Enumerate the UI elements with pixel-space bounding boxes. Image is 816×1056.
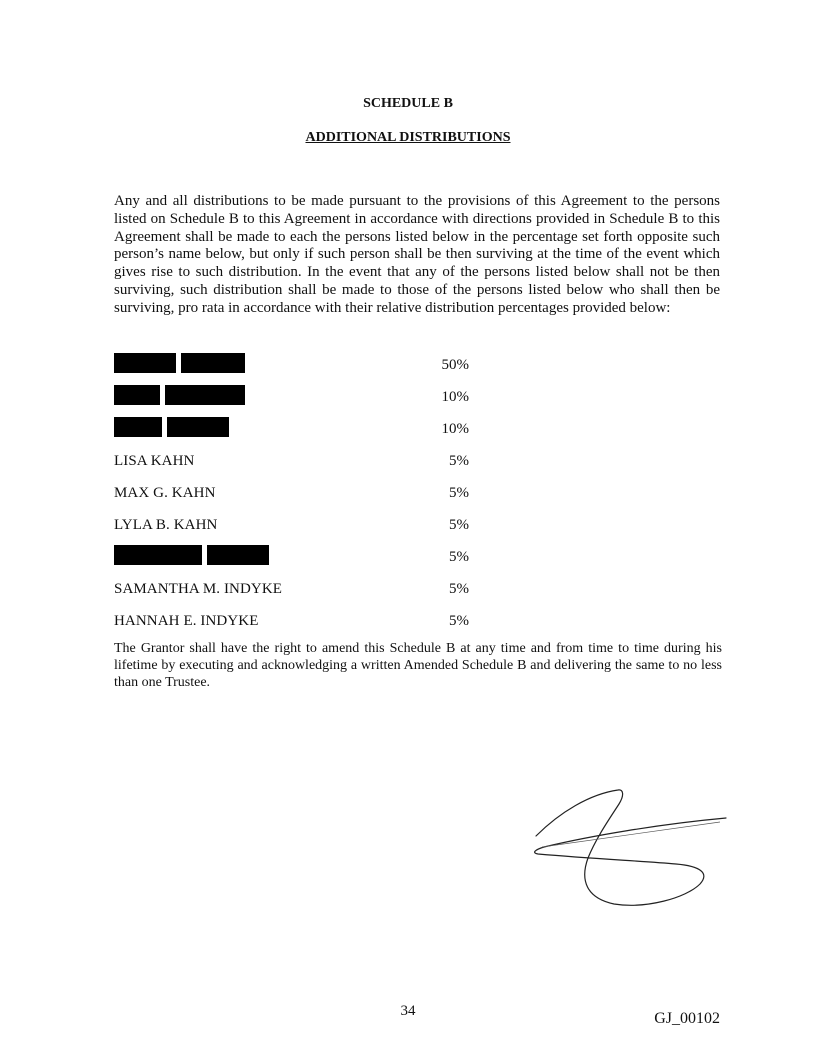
redaction-bar bbox=[114, 353, 176, 373]
distribution-row bbox=[114, 574, 534, 606]
redaction-bar bbox=[114, 417, 162, 437]
page-number: 34 bbox=[400, 1003, 416, 1019]
redaction-bar bbox=[207, 545, 269, 565]
distribution-list bbox=[114, 350, 534, 638]
distribution-percentage: 50% bbox=[441, 357, 469, 373]
distribution-name: HANNAH E. INDYKE bbox=[114, 613, 259, 629]
distribution-row bbox=[114, 414, 534, 446]
schedule-title: SCHEDULE B bbox=[363, 96, 453, 111]
bates-number: GJ_00102 bbox=[654, 1010, 720, 1027]
distribution-percentage: 5% bbox=[449, 485, 469, 501]
distribution-percentage: 10% bbox=[441, 389, 469, 405]
redaction-bar bbox=[181, 353, 245, 373]
distribution-row bbox=[114, 542, 534, 574]
redaction-bar bbox=[167, 417, 229, 437]
closing-paragraph: The Grantor shall have the right to amend this Schedule B at any time and from time to time during his lifetime by executing and acknowledging a written Amended Schedule B and delivering the same to no less than one Trustee. bbox=[114, 641, 722, 690]
signature bbox=[530, 780, 730, 910]
distribution-name: LISA KAHN bbox=[114, 453, 195, 469]
distribution-row bbox=[114, 382, 534, 414]
distribution-percentage: 5% bbox=[449, 549, 469, 565]
redaction-bar bbox=[114, 385, 160, 405]
distribution-row bbox=[114, 510, 534, 542]
distribution-percentage: 5% bbox=[449, 581, 469, 597]
distribution-percentage: 5% bbox=[449, 517, 469, 533]
distribution-percentage: 5% bbox=[449, 613, 469, 629]
distribution-row bbox=[114, 606, 534, 638]
distribution-name: LYLA B. KAHN bbox=[114, 517, 218, 533]
redaction-bar bbox=[165, 385, 245, 405]
distribution-name: MAX G. KAHN bbox=[114, 485, 216, 501]
distribution-name: SAMANTHA M. INDYKE bbox=[114, 581, 283, 597]
section-title: ADDITIONAL DISTRIBUTIONS bbox=[305, 130, 511, 145]
distribution-row bbox=[114, 478, 534, 510]
distribution-percentage: 10% bbox=[441, 421, 469, 437]
redaction-bar bbox=[114, 545, 202, 565]
distribution-row bbox=[114, 446, 534, 478]
distribution-row bbox=[114, 350, 534, 382]
distribution-percentage: 5% bbox=[449, 453, 469, 469]
intro-paragraph: Any and all distributions to be made pursuant to the provisions of this Agreement to the persons listed on Schedule B to this Agreement in accordance with directions provided in Schedule B to this Agreement shall be made to each the persons listed below in the percentage set forth opposite such person’s name below, but only if such person shall be then surviving at the time of the event which gives rise to such distribution. In the event that any of the persons listed below shall not be then surviving, such distribution shall be made to those of the persons listed below who shall then be surviving, pro rata in accordance with their relative distribution percentages provided below: bbox=[114, 193, 720, 316]
